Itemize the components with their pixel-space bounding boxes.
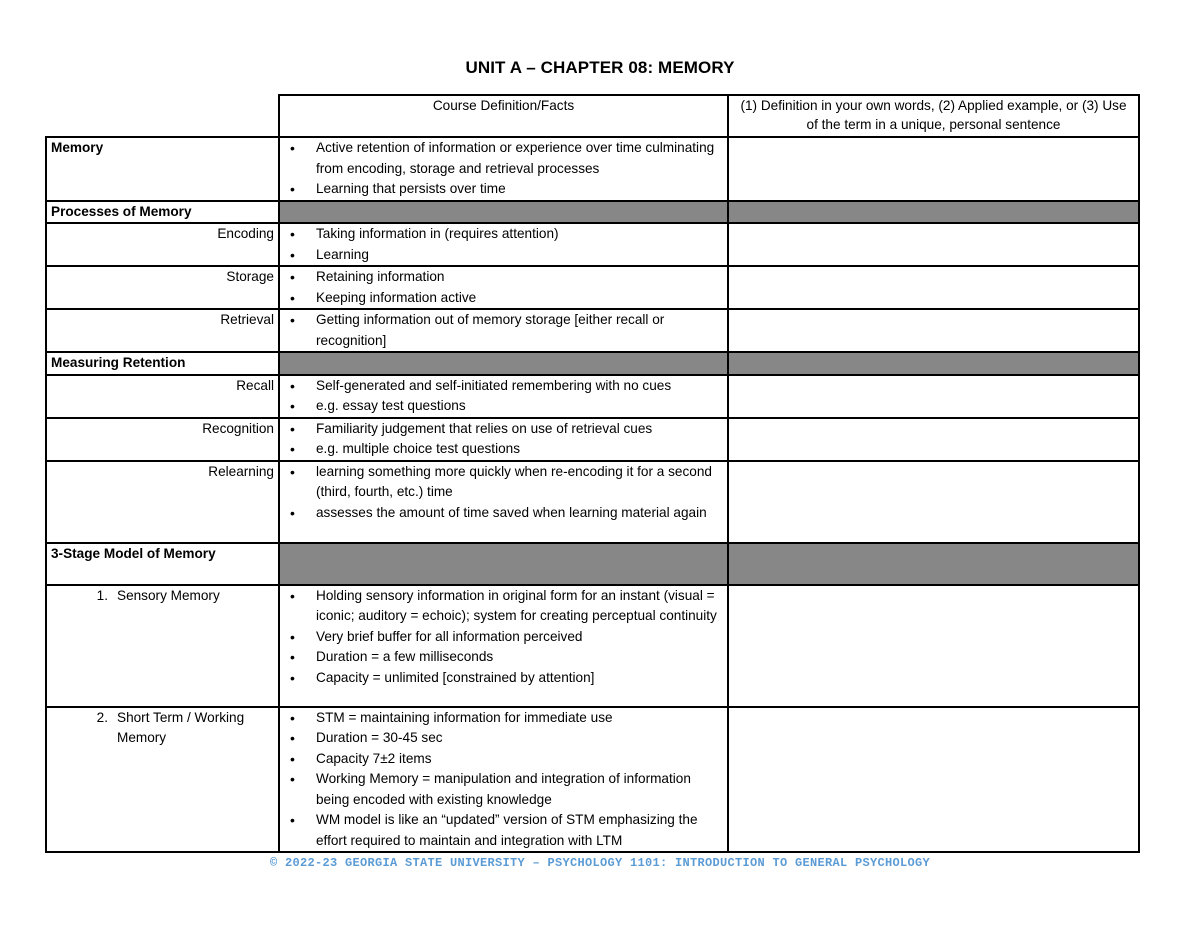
fact-bullet: • Very brief buffer for all information perceived: [284, 627, 723, 648]
answer-cell[interactable]: [728, 418, 1139, 461]
facts-cell: [279, 266, 728, 309]
answer-cell[interactable]: [728, 707, 1139, 853]
table-row: [46, 461, 1139, 543]
fact-bullet: • learning something more quickly when re-encoding it for a second (third, fourth, etc.) time: [284, 462, 723, 503]
facts-cell: [279, 418, 728, 461]
answer-cell[interactable]: [728, 309, 1139, 352]
memory-table: [45, 94, 1140, 853]
section-label: 3-Stage Model of Memory: [46, 543, 279, 585]
fact-bullet: • Active retention of information or experience over time culminating from encoding, storage and retrieval processes: [284, 138, 723, 179]
shaded-cell: [279, 543, 728, 585]
term-label: Sensory Memory: [117, 587, 220, 603]
page-title: UNIT A – CHAPTER 08: MEMORY: [465, 58, 735, 77]
fact-bullet: • Duration = a few milliseconds: [284, 647, 723, 668]
fact-bullet: • Learning that persists over time: [284, 179, 723, 200]
term-label: Short Term / Working Memory: [117, 709, 245, 745]
term-cell: Retrieval: [46, 309, 279, 352]
term-cell: [46, 707, 279, 853]
table-row: [46, 375, 1139, 418]
fact-bullet: • Duration = 30-45 sec: [284, 728, 723, 749]
fact-bullet: • Familiarity judgement that relies on use of retrieval cues: [284, 419, 723, 440]
fact-bullet: • Holding sensory information in original form for an instant (visual = iconic; auditory = echoic); system for creating perceptual continuity: [284, 586, 723, 627]
shaded-cell: [728, 543, 1139, 585]
facts-cell: [279, 309, 728, 352]
fact-bullet: • Working Memory = manipulation and integration of information being encoded with existing knowledge: [284, 769, 723, 810]
shaded-cell: [728, 352, 1139, 375]
facts-cell: [279, 461, 728, 543]
shaded-cell: [279, 352, 728, 375]
fact-bullet: • STM = maintaining information for immediate use: [284, 708, 723, 729]
section-row: [46, 352, 1139, 375]
answer-cell[interactable]: [728, 461, 1139, 543]
facts-cell: [279, 137, 728, 201]
copyright-footer: © 2022-23 GEORGIA STATE UNIVERSITY – PSYCHOLOGY 1101: INTRODUCTION TO GENERAL PSYCHOLOGY: [269, 856, 931, 870]
facts-cell: [279, 223, 728, 266]
facts-cell: [279, 707, 728, 853]
fact-bullet: • Retaining information: [284, 267, 723, 288]
table-row: [46, 309, 1139, 352]
term-cell: Recall: [46, 375, 279, 418]
fact-bullet: • Self-generated and self-initiated remembering with no cues: [284, 376, 723, 397]
answer-cell[interactable]: [728, 585, 1139, 707]
table-row: [46, 585, 1139, 707]
term-cell: Encoding: [46, 223, 279, 266]
fact-bullet: • e.g. multiple choice test questions: [284, 439, 723, 460]
table-row: [46, 223, 1139, 266]
fact-bullet: • Taking information in (requires attention): [284, 224, 723, 245]
answer-cell[interactable]: [728, 137, 1139, 201]
term-cell: Memory: [46, 137, 279, 201]
shaded-cell: [728, 201, 1139, 224]
fact-bullet: • WM model is like an “updated” version of STM emphasizing the effort required to maintain and integration with LTM: [284, 810, 723, 851]
fact-bullet: • Getting information out of memory storage [either recall or recognition]: [284, 310, 723, 351]
answer-cell[interactable]: [728, 223, 1139, 266]
fact-bullet: • e.g. essay test questions: [284, 396, 723, 417]
table-row: [46, 137, 1139, 201]
header-row: [46, 95, 1139, 137]
list-number: 1.: [96, 587, 108, 603]
facts-cell: [279, 375, 728, 418]
fact-bullet: • assesses the amount of time saved when learning material again: [284, 503, 723, 524]
section-row: [46, 201, 1139, 224]
fact-bullet: • Learning: [284, 245, 723, 266]
fact-bullet: • Capacity 7±2 items: [284, 749, 723, 770]
fact-bullet: • Capacity = unlimited [constrained by attention]: [284, 668, 723, 689]
section-row: [46, 543, 1139, 585]
section-label: Measuring Retention: [46, 352, 279, 375]
shaded-cell: [279, 201, 728, 224]
header-course-definition: Course Definition/Facts: [279, 95, 728, 137]
term-cell: Relearning: [46, 461, 279, 543]
term-cell: Storage: [46, 266, 279, 309]
facts-cell: [279, 585, 728, 707]
term-cell: [46, 585, 279, 707]
blank-corner-cell: [46, 95, 279, 137]
table-row: [46, 266, 1139, 309]
table-row: [46, 707, 1139, 853]
answer-cell[interactable]: [728, 266, 1139, 309]
list-number: 2.: [96, 709, 108, 725]
section-label: Processes of Memory: [46, 201, 279, 224]
header-personal-definition: (1) Definition in your own words, (2) Applied example, or (3) Use of the term in a unique, personal sentence: [728, 95, 1139, 137]
answer-cell[interactable]: [728, 375, 1139, 418]
table-row: [46, 418, 1139, 461]
term-cell: Recognition: [46, 418, 279, 461]
fact-bullet: • Keeping information active: [284, 288, 723, 309]
